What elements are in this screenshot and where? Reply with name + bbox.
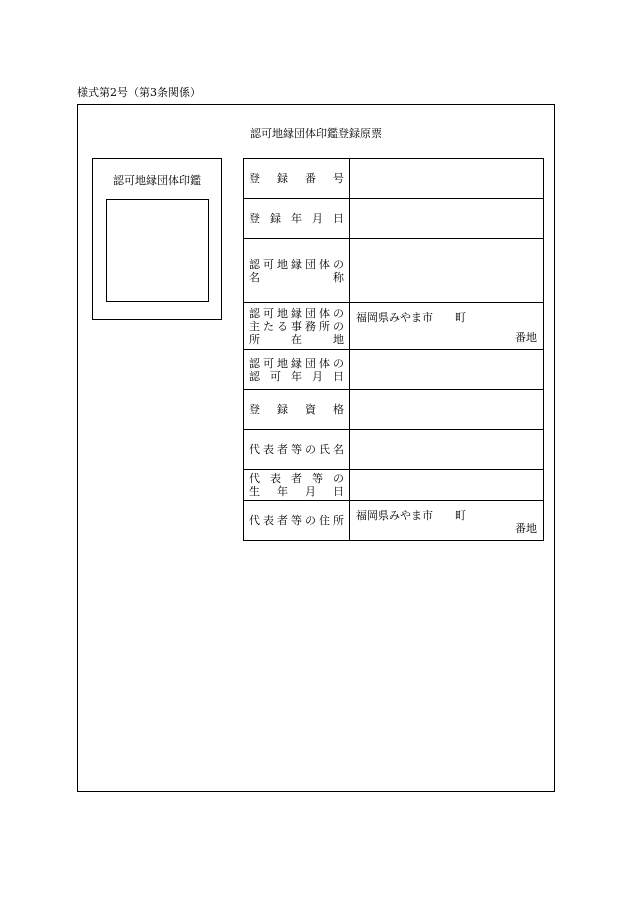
label-char: 可 bbox=[263, 306, 274, 320]
office-address-value[interactable] bbox=[350, 303, 544, 350]
label-char: 名 bbox=[333, 443, 344, 456]
label-line bbox=[249, 271, 344, 284]
label-char: 体 bbox=[319, 257, 330, 271]
seal-label: 認可地縁団体印鑑 bbox=[113, 174, 201, 187]
label-char: の bbox=[333, 306, 344, 320]
label-char: 者 bbox=[277, 514, 288, 527]
label-line bbox=[249, 307, 344, 320]
row-group-name bbox=[244, 239, 544, 303]
label-char: 認 bbox=[249, 356, 260, 370]
label-char: 録 bbox=[270, 212, 281, 225]
label-char: 格 bbox=[333, 403, 344, 416]
approval-date-value[interactable] bbox=[350, 350, 544, 390]
label-char: 認 bbox=[249, 306, 260, 320]
seal-stamp-area bbox=[106, 199, 209, 302]
label-char: 表 bbox=[263, 443, 274, 456]
label-line bbox=[249, 172, 344, 185]
label-char: 可 bbox=[263, 356, 274, 370]
label-char: 氏 bbox=[319, 443, 330, 456]
label-char: 日 bbox=[333, 485, 344, 498]
label-char: 代 bbox=[249, 514, 260, 527]
label-char: 日 bbox=[333, 369, 344, 383]
label-line bbox=[249, 370, 344, 383]
row-representative-name bbox=[244, 430, 544, 470]
label-char: 録 bbox=[277, 172, 288, 185]
representative-birthdate-label bbox=[244, 470, 350, 501]
label-char: 年 bbox=[277, 485, 288, 498]
registration-number-label bbox=[244, 159, 350, 199]
label-char: 体 bbox=[319, 306, 330, 320]
label-char: 等 bbox=[291, 514, 302, 527]
label-char: 月 bbox=[305, 485, 316, 498]
representative-name-value[interactable] bbox=[350, 430, 544, 470]
group-name-value[interactable] bbox=[350, 239, 544, 303]
label-line bbox=[249, 333, 344, 346]
label-char: 等 bbox=[312, 472, 323, 485]
label-char: 住 bbox=[319, 514, 330, 527]
label-char: 所 bbox=[319, 319, 330, 333]
label-char: 年 bbox=[291, 369, 302, 383]
label-char: 認 bbox=[249, 369, 260, 383]
label-char: の bbox=[333, 319, 344, 333]
label-char: 地 bbox=[333, 332, 344, 346]
label-char: 認 bbox=[249, 257, 260, 271]
label-char: の bbox=[333, 472, 344, 485]
label-char: 体 bbox=[319, 356, 330, 370]
registration-date-value[interactable] bbox=[350, 199, 544, 239]
label-char: 代 bbox=[249, 472, 260, 485]
label-char: 登 bbox=[249, 212, 260, 225]
label-char: の bbox=[333, 356, 344, 370]
group-name-label bbox=[244, 239, 350, 303]
label-char: 主 bbox=[249, 319, 260, 333]
label-char: 表 bbox=[270, 472, 281, 485]
label-char: 地 bbox=[277, 257, 288, 271]
label-char: 番 bbox=[305, 172, 316, 185]
label-line bbox=[249, 320, 344, 333]
representative-address-value[interactable] bbox=[350, 501, 544, 541]
label-char: 年 bbox=[291, 212, 302, 225]
label-line bbox=[249, 403, 344, 416]
row-representative-address bbox=[244, 501, 544, 541]
label-char: 者 bbox=[277, 443, 288, 456]
address-prefix: 福岡県みやま市 町 bbox=[356, 509, 466, 522]
address-prefix: 福岡県みやま市 町 bbox=[356, 311, 466, 324]
row-representative-birthdate bbox=[244, 470, 544, 501]
registration-number-value[interactable] bbox=[350, 159, 544, 199]
label-char: 号 bbox=[333, 172, 344, 185]
label-char: 名 bbox=[249, 270, 260, 284]
label-line bbox=[249, 443, 344, 456]
representative-birthdate-value[interactable] bbox=[350, 470, 544, 501]
registration-date-label bbox=[244, 199, 350, 239]
form-title: 認可地縁団体印鑑登録原票 bbox=[250, 127, 382, 140]
label-char: 録 bbox=[277, 403, 288, 416]
label-char: 団 bbox=[305, 306, 316, 320]
label-char: る bbox=[277, 319, 288, 333]
seal-impression-box bbox=[92, 158, 222, 320]
representative-address-label bbox=[244, 501, 350, 541]
label-char: 登 bbox=[249, 172, 260, 185]
office-address-label bbox=[244, 303, 350, 350]
label-char: 生 bbox=[249, 485, 260, 498]
address-suffix: 番地 bbox=[515, 331, 537, 344]
label-char: 地 bbox=[277, 356, 288, 370]
registration-qualification-label bbox=[244, 390, 350, 430]
label-char: 縁 bbox=[291, 257, 302, 271]
form-number: 様式第2号（第3条関係） bbox=[77, 86, 201, 99]
representative-name-label bbox=[244, 430, 350, 470]
registration-form-frame bbox=[77, 104, 555, 792]
label-char: 可 bbox=[270, 369, 281, 383]
label-char: 団 bbox=[305, 356, 316, 370]
label-char: 登 bbox=[249, 403, 260, 416]
label-char: 月 bbox=[312, 369, 323, 383]
label-char: 務 bbox=[305, 319, 316, 333]
row-registration-date bbox=[244, 199, 544, 239]
label-char: 在 bbox=[291, 332, 302, 346]
label-char: 縁 bbox=[291, 356, 302, 370]
label-line bbox=[249, 357, 344, 370]
approval-date-label bbox=[244, 350, 350, 390]
label-char: た bbox=[263, 319, 274, 333]
label-char: 等 bbox=[291, 443, 302, 456]
label-char: 代 bbox=[249, 443, 260, 456]
label-char: の bbox=[305, 443, 316, 456]
label-char: 団 bbox=[305, 257, 316, 271]
row-office-address bbox=[244, 303, 544, 350]
address-suffix: 番地 bbox=[515, 522, 537, 535]
label-char: の bbox=[333, 257, 344, 271]
label-char: 月 bbox=[312, 212, 323, 225]
label-char: 可 bbox=[263, 257, 274, 271]
registration-table bbox=[243, 158, 544, 541]
label-line bbox=[249, 212, 344, 225]
label-char: 縁 bbox=[291, 306, 302, 320]
label-char: 所 bbox=[249, 332, 260, 346]
label-char: 称 bbox=[333, 270, 344, 284]
row-registration-number bbox=[244, 159, 544, 199]
label-char: 地 bbox=[277, 306, 288, 320]
label-char: 日 bbox=[333, 212, 344, 225]
label-char: 表 bbox=[263, 514, 274, 527]
row-registration-qualification bbox=[244, 390, 544, 430]
label-line bbox=[249, 472, 344, 485]
label-char: の bbox=[305, 514, 316, 527]
label-line bbox=[249, 258, 344, 271]
label-char: 資 bbox=[305, 403, 316, 416]
label-line bbox=[249, 485, 344, 498]
label-char: 所 bbox=[333, 514, 344, 527]
label-char: 事 bbox=[291, 319, 302, 333]
label-line bbox=[249, 514, 344, 527]
registration-qualification-value[interactable] bbox=[350, 390, 544, 430]
label-char: 者 bbox=[291, 472, 302, 485]
row-approval-date bbox=[244, 350, 544, 390]
